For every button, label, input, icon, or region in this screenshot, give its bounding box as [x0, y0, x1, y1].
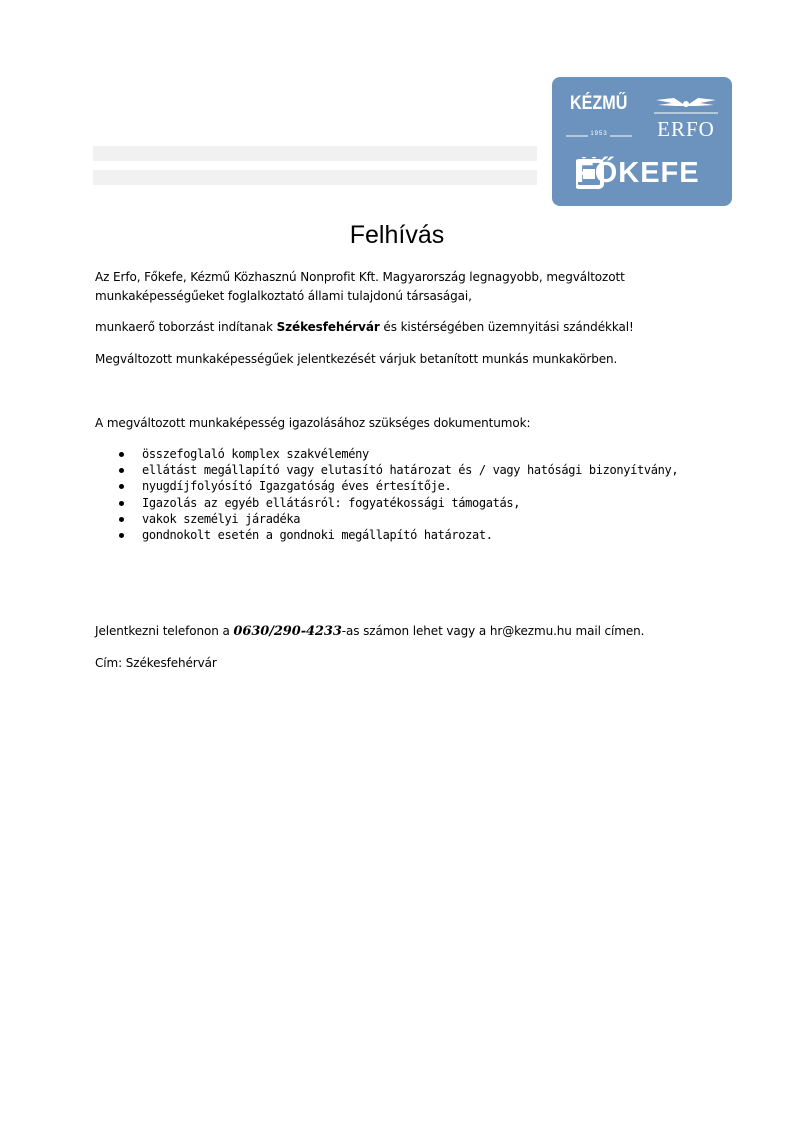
- list-item: [95, 446, 678, 462]
- recruit-city: Székesfehérvár: [276, 320, 380, 334]
- contact-phone: 0630/290-4233: [233, 624, 342, 639]
- expect-paragraph: Megváltozott munkaképességűek jelentkezését várjuk betanított munkás munkakörben.: [95, 352, 618, 366]
- header-placeholder-bar-2: [93, 170, 537, 185]
- address-line: Cím: Székesfehérvár: [95, 656, 217, 670]
- bullet-icon: [119, 517, 124, 522]
- list-item: [95, 527, 678, 543]
- page-title: Felhívás: [349, 221, 445, 249]
- documents-heading: A megváltozott munkaképesség igazolásához szükséges dokumentumok:: [95, 416, 531, 430]
- bullet-icon: [119, 533, 124, 538]
- bullet-icon: [119, 468, 124, 473]
- recruit-paragraph: [95, 319, 634, 335]
- bullet-icon: [119, 452, 124, 457]
- recruit-text-before: munkaerő toborzást indítanak: [95, 320, 277, 334]
- intro-line-1: Az Erfo, Főkefe, Kézmű Közhasznú Nonprofit Kft. Magyarország legnagyobb, megváltozott: [95, 270, 625, 284]
- logo-erfo-text: ERFO: [657, 117, 715, 141]
- contact-paragraph: [95, 623, 644, 640]
- list-item-text: nyugdíjfolyósító Igazgatóság éves értesítője.: [142, 479, 452, 494]
- list-item-text: vakok személyi járadéka: [142, 511, 301, 526]
- list-item: [95, 478, 678, 494]
- company-logo: [552, 77, 732, 206]
- logo-kezmu-text: KÉZMŰ: [570, 93, 628, 114]
- logo-year-text: 1953: [590, 131, 608, 137]
- header-placeholder-bar-1: [93, 146, 537, 161]
- list-item: [95, 462, 678, 478]
- list-item-text: ellátást megállapító vagy elutasító határozat és / vagy hatósági bizonyítvány,: [142, 463, 679, 478]
- list-item-text: összefoglaló komplex szakvélemény: [142, 447, 369, 461]
- intro-line-2: munkaképességűeket foglalkoztató állami tulajdonú társaságai,: [95, 289, 472, 303]
- logo-bird-icon: [652, 94, 720, 116]
- contact-text-after: -as számon lehet vagy a hr@kezmu.hu mail címen.: [341, 624, 645, 638]
- bullet-icon: [119, 484, 124, 489]
- list-item: [95, 495, 678, 511]
- recruit-text-after: és kistérségében üzemnyitási szándékkal!: [379, 320, 634, 334]
- logo-fokefe-text: FŐKEFE: [576, 157, 700, 189]
- list-item-text: Igazolás az egyéb ellátásról: fogyatékossági támogatás,: [142, 495, 521, 510]
- documents-list: [95, 446, 678, 543]
- contact-text-before: Jelentkezni telefonon a: [95, 624, 234, 638]
- bullet-icon: [119, 501, 124, 506]
- list-item-text: gondnokolt esetén a gondnoki megállapító határozat.: [142, 527, 493, 542]
- list-item: [95, 511, 678, 527]
